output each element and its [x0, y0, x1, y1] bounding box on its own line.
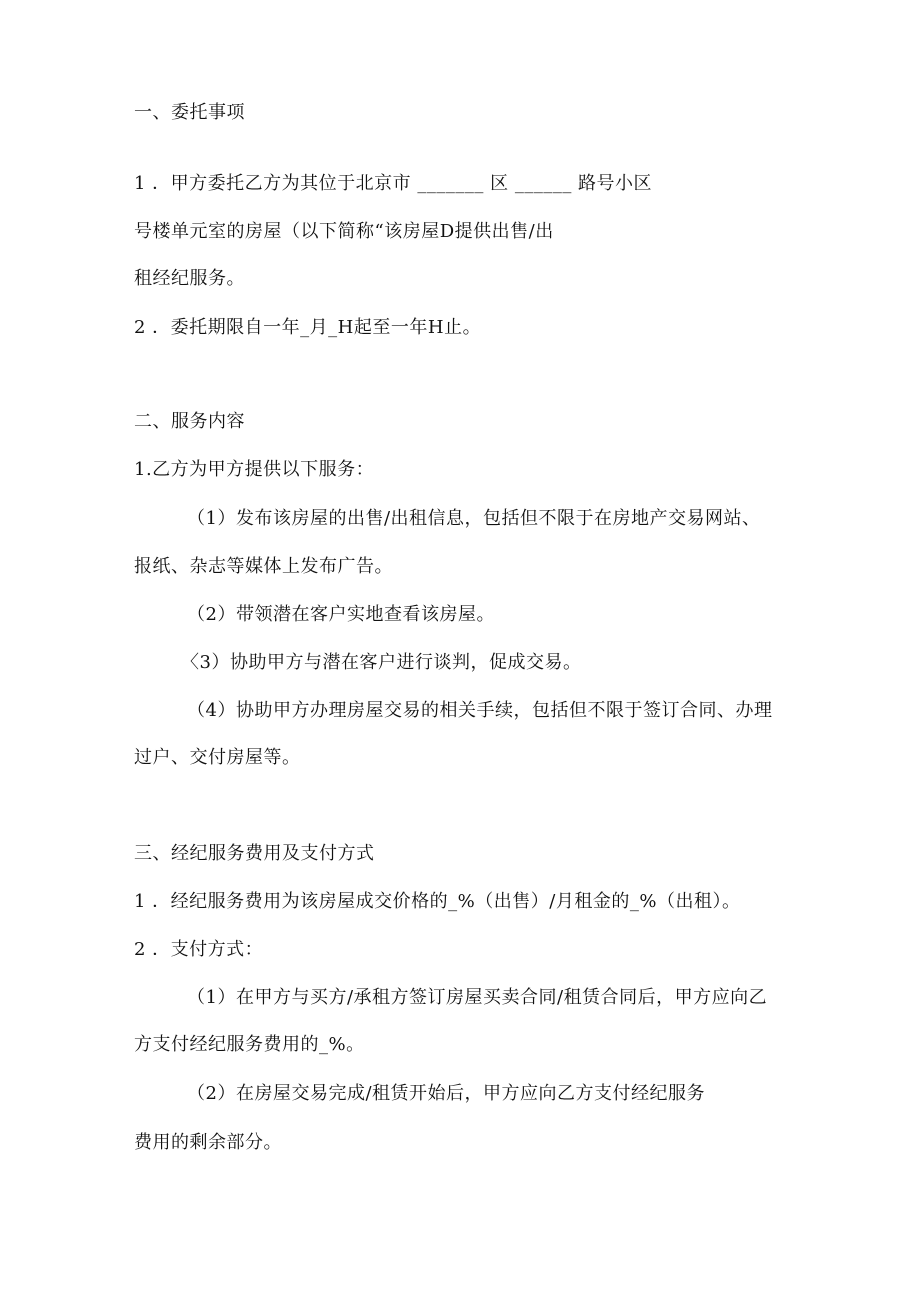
section-3-item-1: 1 ．经纪服务费用为该房屋成交价格的_%（出售）/月租金的_%（出租）。 [134, 891, 741, 912]
section-2-sub-4-line-1: （4）协助甲方办理房屋交易的相关手续，包括但不限于签订合同、办理 [187, 700, 773, 721]
section-2-sub-1-line-2: 报纸、杂志等媒体上发布广告。 [134, 556, 393, 577]
section-3-sub-2-line-1: （2）在房屋交易完成/租赁开始后，甲方应向乙方支付经纪服务 [187, 1083, 706, 1104]
section-3-sub-1-line-1: （1）在甲方与买方/承租方签订房屋买卖合同/租赁合同后，甲方应向乙 [187, 987, 768, 1008]
section-1-item-1-line-2: 号楼单元室的房屋（以下简称“该房屋D提供出售/出 [134, 221, 554, 242]
section-2-sub-4-line-2: 过户、交付房屋等。 [134, 747, 301, 768]
section-1-item-1-line-3: 租经纪服务。 [134, 268, 245, 289]
section-1-item-1-line-1: 1 ．甲方委托乙方为其位于北京市 _______ 区 ______ 路号小区 [134, 173, 653, 194]
section-2-sub-2: （2）带领潜在客户实地查看该房屋。 [187, 604, 495, 625]
section-3-heading: 三、经纪服务费用及支付方式 [134, 843, 375, 864]
section-3-item-2: 2 ．支付方式： [134, 939, 264, 960]
section-3-sub-1-line-2: 方支付经纪服务费用的_%。 [134, 1034, 365, 1055]
section-2-heading: 二、服务内容 [134, 411, 245, 432]
section-2-item-1: 1.乙方为甲方提供以下服务： [134, 459, 375, 480]
section-2-sub-3: 〈3）协助甲方与潜在客户进行谈判，促成交易。 [181, 652, 582, 673]
section-3-sub-2-line-2: 费用的剩余部分。 [134, 1132, 282, 1153]
section-2-sub-1-line-1: （1）发布该房屋的出售/出租信息，包括但不限于在房地产交易网站、 [187, 508, 761, 529]
section-1-heading: 一、委托事项 [134, 102, 245, 123]
section-1-item-2: 2 ．委托期限自一年_月_H起至一年H止。 [134, 317, 482, 338]
